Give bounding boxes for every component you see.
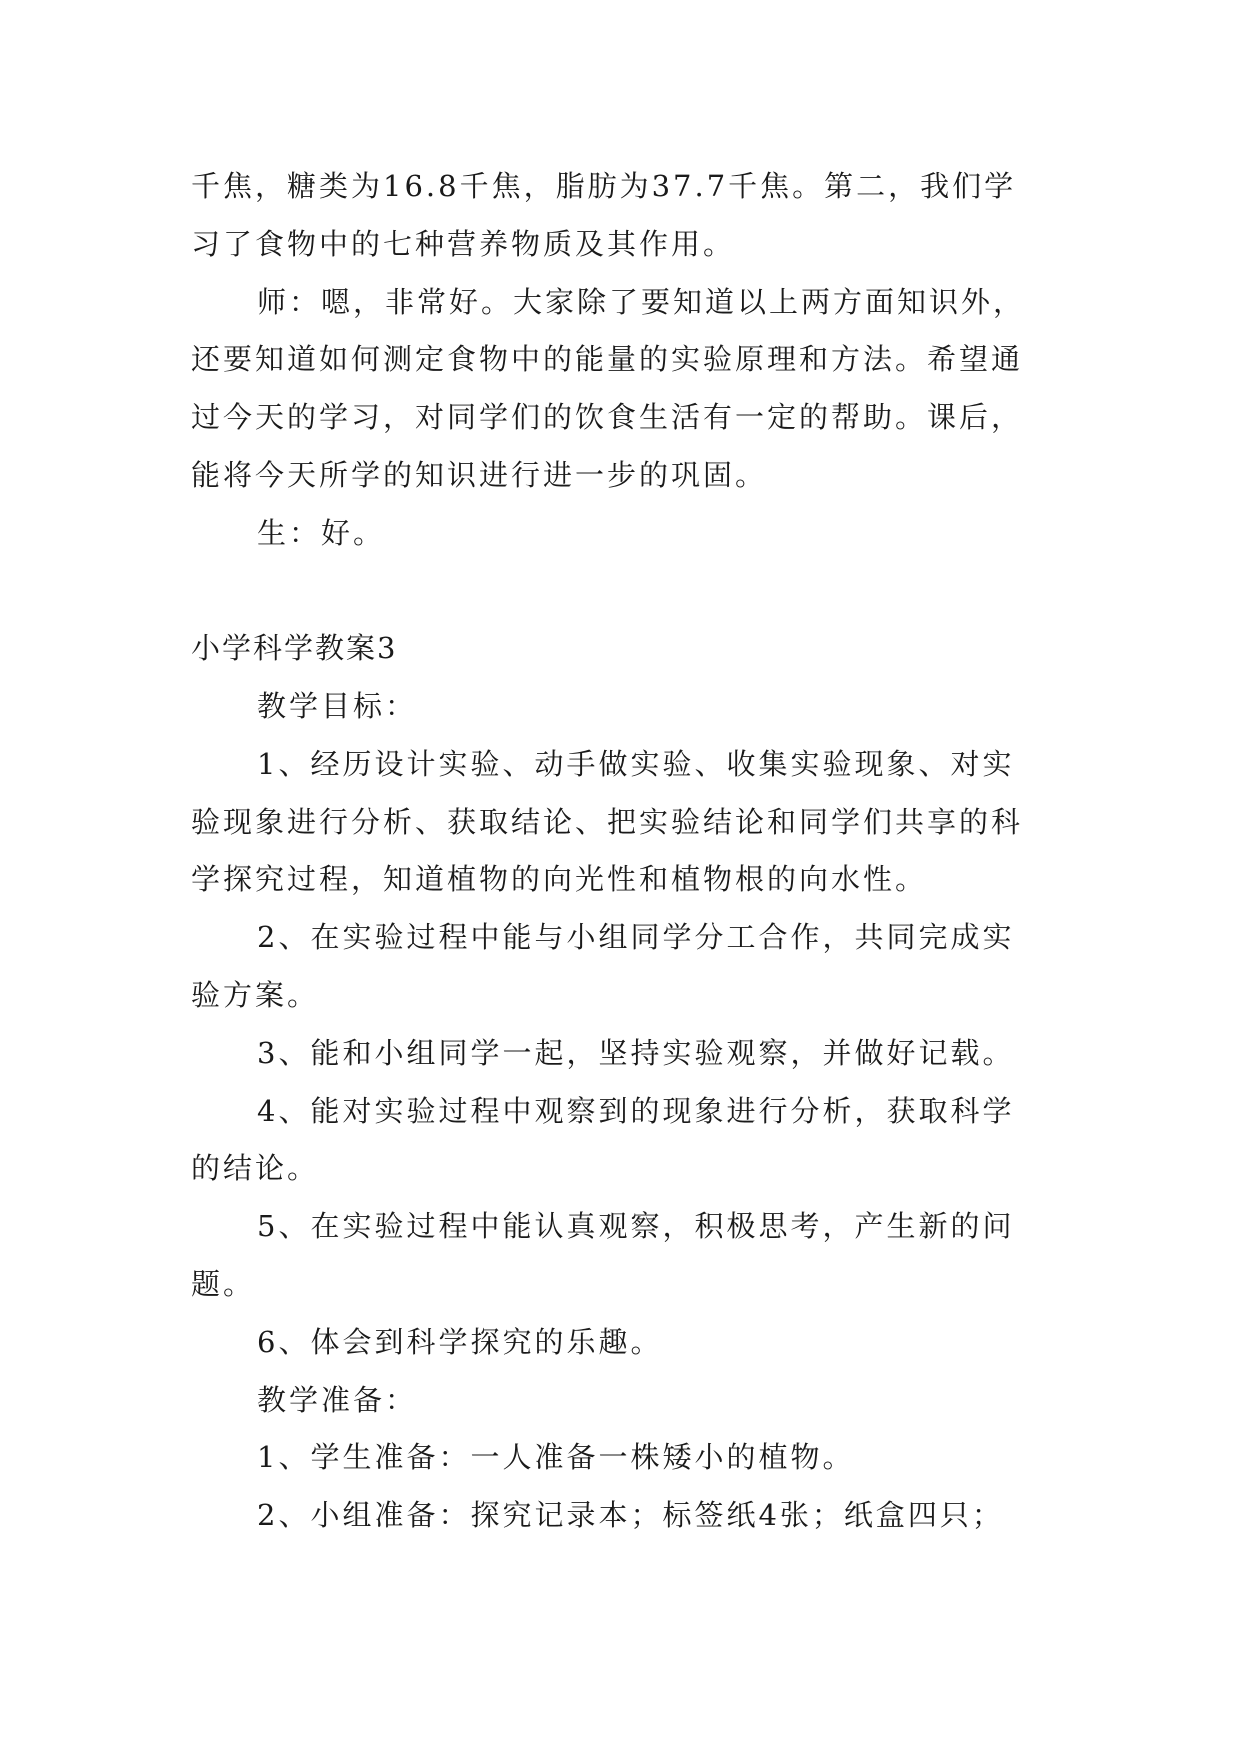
paragraph-line: 还要知道如何测定食物中的能量的实验原理和方法。希望通 (191, 342, 1024, 376)
list-item-line: 的结论。 (191, 1151, 320, 1185)
subheading: 教学准备： (257, 1383, 418, 1417)
list-item-line: 3、能和小组同学一起，坚持实验观察，并做好记载。 (257, 1036, 1015, 1070)
paragraph-line: 能将今天所学的知识进行进一步的巩固。 (191, 458, 768, 492)
paragraph-line: 过今天的学习，对同学们的饮食生活有一定的帮助。课后， (191, 400, 1024, 434)
paragraph-line: 千焦，糖类为16.8千焦，脂肪为37.7千焦。第二，我们学 (191, 169, 1017, 203)
list-item-line: 题。 (191, 1267, 256, 1301)
paragraph-line: 师：嗯，非常好。大家除了要知道以上两方面知识外， (257, 285, 1026, 319)
paragraph-line: 习了食物中的七种营养物质及其作用。 (191, 227, 736, 261)
list-item-line: 验现象进行分析、获取结论、把实验结论和同学们共享的科 (191, 805, 1024, 839)
subheading: 教学目标： (257, 689, 418, 723)
list-item-line: 5、在实验过程中能认真观察，积极思考，产生新的问 (257, 1209, 1015, 1243)
list-item-line: 学探究过程，知道植物的向光性和植物根的向水性。 (191, 862, 928, 896)
list-item-line: 验方案。 (191, 978, 320, 1012)
list-item-line: 6、体会到科学探究的乐趣。 (257, 1325, 663, 1359)
list-item-line: 1、学生准备：一人准备一株矮小的植物。 (257, 1440, 855, 1474)
section-heading: 小学科学教案3 (191, 631, 398, 665)
list-item-line: 2、在实验过程中能与小组同学分工合作，共同完成实 (257, 920, 1015, 954)
list-item-line: 4、能对实验过程中观察到的现象进行分析，获取科学 (257, 1094, 1015, 1128)
list-item-line: 1、经历设计实验、动手做实验、收集实验现象、对实 (257, 747, 1015, 781)
list-item-line: 2、小组准备：探究记录本；标签纸4张；纸盒四只； (257, 1498, 1004, 1532)
paragraph-line: 生：好。 (257, 516, 386, 550)
